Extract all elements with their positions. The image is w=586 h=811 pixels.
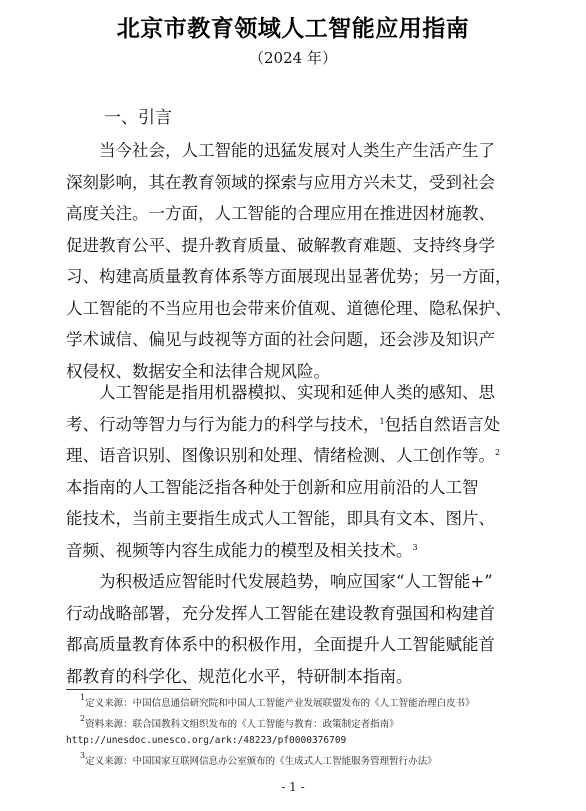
page-number: - 1 -	[281, 780, 305, 794]
paragraph-line: 都高质量教育体系中的积极作用，全面提升人工智能赋能首	[66, 635, 495, 654]
paragraph-1	[66, 135, 522, 387]
paragraph-line-text: 理、语音识别、图像识别和处理、情绪检测、人工创作等。	[66, 446, 495, 465]
paragraph-line	[66, 409, 522, 441]
document-subtitle: （2024 年）	[249, 49, 337, 67]
footnote-mark: 2	[80, 714, 86, 723]
footnote-3	[80, 751, 550, 769]
paragraph-line	[66, 440, 522, 472]
paragraph-line: 当今社会，人工智能的迅猛发展对人类生产生活产生了	[99, 141, 495, 160]
paragraph-line: 行动战略部署，充分发挥人工智能在建设教育强国和构建首	[66, 603, 495, 623]
paragraph-2	[66, 377, 522, 566]
footnote-ref-3[interactable]: 3	[412, 542, 418, 552]
paragraph-line: 能技术，当前主要指生成式人工智能，即具有文本、图片、	[66, 509, 495, 528]
paragraph-line-text: 音频、视频等内容生成能力的模型及相关技术。	[66, 540, 413, 560]
paragraph-line: 高度关注。一方面，人工智能的合理应用在推进因材施教、	[66, 204, 495, 223]
paragraph-line: 为积极适应智能时代发展趋势，响应国家“人工智能+”	[99, 572, 493, 591]
paragraph-line: 习、构建高质量教育体系等方面展现出显著优势；另一方面，	[66, 267, 512, 286]
footnote-text: 定义来源：中国国家互联网信息办公室颁布的《生成式人工智能服务管理暂行办法》	[85, 756, 437, 767]
footnote-divider	[66, 689, 191, 690]
paragraph-line	[66, 535, 522, 567]
footnote-text: 定义来源：中国信息通信研究院和中国人工智能产业发展联盟发布的《人工智能治理白皮书》	[85, 698, 475, 709]
footnote-text: 资料来源：联合国教科文组织发布的《人工智能与教育：政策制定者指南》	[85, 719, 399, 730]
paragraph-line-text: 考、行动等智力与行为能力的科学与技术，	[66, 414, 380, 434]
document-title: 北京市教育领域人工智能应用指南	[116, 16, 470, 42]
paragraph-line: 深刻影响，其在教育领域的探索与应用方兴未艾，受到社会	[66, 172, 495, 192]
paragraph-line-text: 包括自然语言处	[384, 414, 501, 434]
paragraph-line: 权侵权、数据安全和法律合规风险。	[66, 361, 330, 381]
footnote-2-url[interactable]: http://unesdoc.unesco.org/ark:/48223/pf0000376709	[66, 735, 347, 746]
paragraph-line: 学术诚信、偏见与歧视等方面的社会问题，还会涉及知识产	[66, 330, 495, 349]
paragraph-line: 人工智能的不当应用也会带来价值观、道德伦理、隐私保护、	[66, 298, 512, 318]
paragraph-line: 人工智能是指用机器模拟、实现和延伸人类的感知、思	[99, 383, 495, 402]
section-heading-introduction: 一、引言	[104, 108, 172, 128]
footnote-1	[80, 693, 550, 711]
footnote-2	[80, 714, 550, 732]
footnote-ref-2[interactable]: 2	[495, 448, 501, 457]
footnote-mark: 1	[80, 693, 86, 702]
paragraph-line: 都教育的科学化、规范化水平，特研制本指南。	[66, 666, 413, 686]
paragraph-line: 促进教育公平、提升教育质量、破解教育难题、支持终身学	[66, 235, 495, 255]
paragraph-3	[66, 566, 522, 692]
footnote-ref-1[interactable]: 1	[379, 416, 385, 426]
paragraph-line: 本指南的人工智能泛指各种处于创新和应用前沿的人工智	[66, 477, 479, 497]
footnote-mark: 3	[80, 751, 86, 760]
